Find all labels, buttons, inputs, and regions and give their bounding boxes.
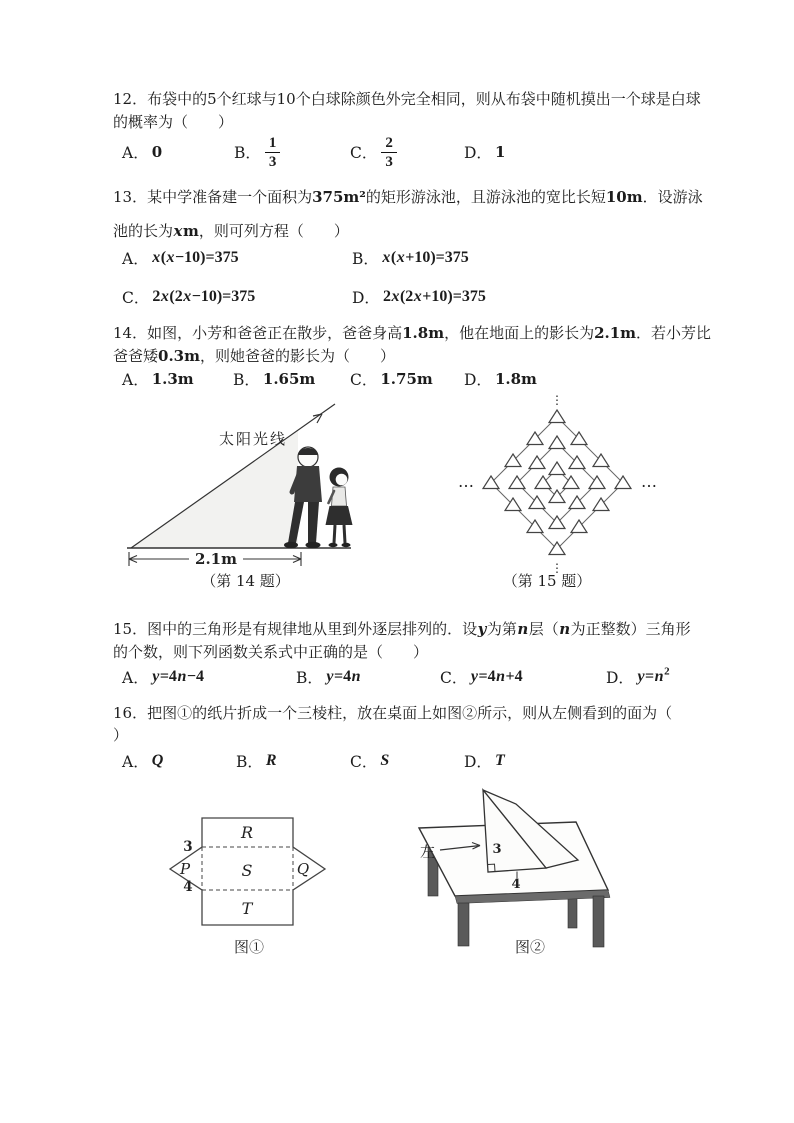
q14-option-c-value: 1.75m — [380, 370, 433, 388]
q14-option-b-value: 1.65m — [262, 370, 316, 388]
q13-line-1: 13．某中学准备建一个面积为375m²的矩形游泳池，且游泳池的宽比长短10m．设游泳 — [113, 188, 703, 206]
q16-option-b-value: R — [265, 752, 277, 769]
net-face-s-label: S — [241, 861, 253, 880]
q14-line-1: 14．如图，小芳和爸爸正在散步，爸爸身高1.8m，他在地面上的影长为2.1m．若小芳比 — [113, 324, 712, 342]
daughter-figure — [326, 468, 353, 548]
q15-option-d-value: $y=n^2$ — [637, 665, 670, 685]
figure-14-caption: （第 14 题） — [201, 572, 290, 590]
q14-option-a — [122, 368, 194, 390]
q15-option-b — [296, 666, 361, 688]
q13-option-c — [122, 286, 255, 308]
q16-option-a-label: A． — [122, 753, 149, 771]
fraction-two-thirds — [381, 135, 397, 170]
q16-option-d — [464, 750, 505, 772]
figure-15-triangle-pattern — [450, 392, 665, 574]
q15-option-a-label: A． — [122, 669, 149, 687]
ellipsis-right: … — [641, 472, 657, 491]
q15-option-c — [440, 666, 523, 688]
q13-line-2: 池的长为xm，则可列方程（ ） — [113, 222, 349, 240]
net-edge-4-label: 4 — [183, 879, 193, 895]
q15-option-c-label: C． — [440, 669, 468, 687]
q13-option-a-label: A． — [122, 250, 149, 268]
q12-line-2: 的概率为（ ） — [113, 113, 234, 131]
q13-option-c-label: C． — [122, 289, 150, 307]
fraction-numerator: 1 — [265, 135, 281, 153]
q15-option-a-value: y=4n−4 — [152, 668, 204, 685]
q13-option-d-label: D． — [352, 289, 380, 307]
fraction-denominator: 3 — [268, 153, 277, 170]
q14-option-c — [350, 368, 433, 390]
ellipsis-top: ⋮ — [551, 393, 563, 407]
q12-option-a-value: 0 — [151, 143, 163, 161]
q16-option-c-label: C． — [350, 753, 378, 771]
q14-option-b-label: B． — [233, 371, 260, 389]
q12-option-d-label: D． — [464, 144, 492, 162]
q13-option-a — [122, 247, 239, 269]
q12-option-c-label: C． — [350, 144, 378, 162]
net-face-r-label: R — [240, 823, 254, 842]
q16-option-b — [236, 750, 277, 772]
q15-line-1: 15．图中的三角形是有规律地从里到外逐层排列的．设y为第n层（n为正整数）三角形 — [113, 620, 691, 638]
q14-option-a-value: 1.3m — [151, 370, 194, 388]
q14-line-2: 爸爸矮0.3m，则她爸爸的影长为（ ） — [113, 347, 395, 365]
figure-prism-on-table — [398, 776, 673, 951]
q12-option-b-label: B． — [234, 144, 261, 162]
fraction-denominator: 3 — [385, 153, 393, 170]
q13-option-d — [352, 286, 486, 308]
figure-14-illustration — [115, 398, 425, 572]
q16-option-d-value: T — [494, 752, 505, 769]
q16-option-b-label: B． — [236, 753, 263, 771]
figure-2-caption: 图② — [514, 938, 545, 956]
figure-prism-net — [160, 790, 340, 940]
q15-option-b-value: y=4n — [326, 668, 361, 685]
q12-option-d — [464, 131, 505, 173]
fraction-one-third — [265, 135, 281, 170]
q14-option-c-label: C． — [350, 371, 378, 389]
q15-option-a — [122, 666, 204, 688]
q14-option-a-label: A． — [122, 371, 149, 389]
figure-15-caption: （第 15 题） — [502, 572, 592, 590]
q15-option-c-value: y=4n+4 — [470, 668, 523, 685]
q13-option-b-label: B． — [352, 250, 379, 268]
q16-option-a-value: Q — [151, 752, 164, 769]
sun-ray-label: 太阳光线 — [219, 430, 288, 448]
q13-option-b-value: x(x+10)=375 — [382, 249, 469, 266]
q16-option-c-value: S — [380, 752, 390, 769]
net-edge-3-label: 3 — [183, 839, 193, 855]
q15-option-d-label: D． — [606, 669, 634, 687]
q12-option-b — [234, 131, 280, 173]
q13-option-c-value: 2x(2x−10)=375 — [152, 288, 256, 305]
fraction-numerator: 2 — [381, 135, 397, 153]
left-view-label: 左 — [420, 843, 436, 861]
q12-line-1: 12．布袋中的5个红球与10个白球除颜色外完全相同，则从布袋中随机摸出一个球是白球 — [113, 90, 701, 108]
q16-option-a — [122, 750, 163, 772]
ellipsis-bottom: ⋮ — [551, 561, 563, 575]
layer-2-triangles — [509, 436, 605, 529]
prism-edge-4-label: 4 — [511, 877, 521, 892]
net-face-p-label: P — [179, 860, 191, 878]
q12-option-d-value: 1 — [494, 143, 506, 161]
q15-option-d — [606, 666, 670, 688]
net-face-q-label: Q — [296, 860, 310, 878]
net-face-t-label: T — [241, 899, 253, 918]
q16-line-1: 16．把图①的纸片折成一个三棱柱，放在桌面上如图②所示，则从左侧看到的面为（ — [113, 704, 673, 722]
q13-option-a-value: x(x−10)=375 — [152, 249, 239, 266]
prism-edge-3-label: 3 — [492, 842, 502, 857]
q14-option-d — [464, 368, 537, 390]
q12-option-a-label: A． — [122, 144, 149, 162]
q12-option-a — [122, 131, 162, 173]
q13-option-d-value: 2x(2x+10)=375 — [382, 288, 486, 305]
shadow-measure-label: 2.1m — [195, 550, 237, 568]
q14-option-d-label: D． — [464, 371, 492, 389]
q15-line-2: 的个数，则下列函数关系式中正确的是（ ） — [113, 643, 429, 661]
q16-line-2: ） — [113, 726, 129, 744]
q16-option-c — [350, 750, 389, 772]
q16-option-d-label: D． — [464, 753, 492, 771]
q14-option-d-value: 1.8m — [494, 370, 537, 388]
q14-option-b — [233, 368, 315, 390]
figure-1-caption: 图① — [233, 938, 264, 956]
q12-option-c — [350, 131, 397, 173]
ellipsis-left: … — [458, 472, 474, 491]
layer-3-triangles — [483, 410, 631, 555]
q15-option-b-label: B． — [296, 669, 323, 687]
q13-option-b — [352, 247, 469, 269]
